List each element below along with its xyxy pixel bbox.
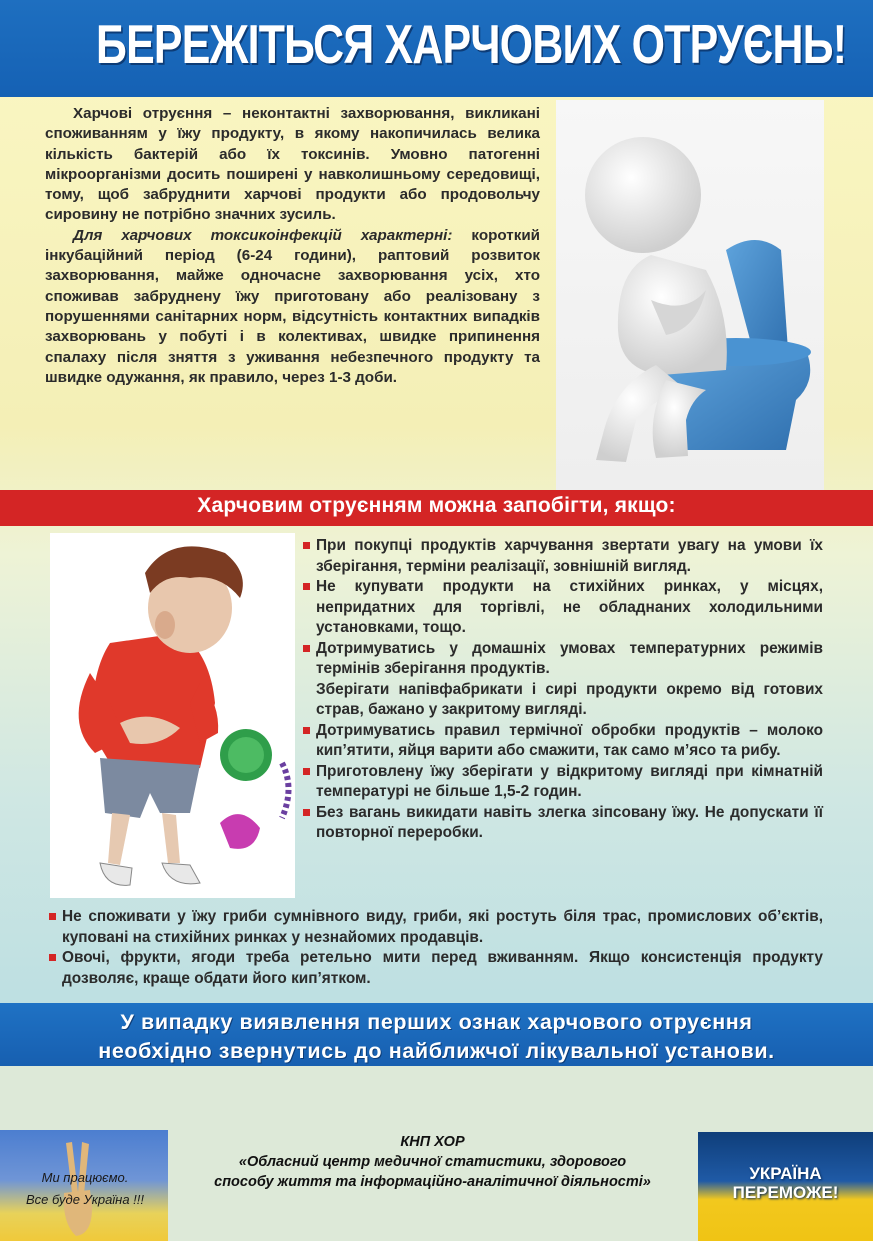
page-title: БЕРЕЖІТЬСЯ ХАРЧОВИХ ОТРУЄНЬ!: [96, 13, 847, 75]
slogan-line-2: Все буде Україна !!!: [25, 1192, 145, 1207]
prevention-item: При покупці продуктів харчування звертати увагу на умови їх зберігання, терміни реалізації, зовнішній вигляд.: [300, 536, 823, 577]
organization-line-2: «Обласний центр медичної статистики, здорового: [238, 1154, 627, 1170]
toilet-figure-illustration: [556, 100, 824, 490]
prevention-title: Харчовим отруєнням можна запобігти, якщо:: [197, 494, 676, 517]
intro-paragraph-2: [45, 226, 540, 388]
prevention-item: Овочі, фрукти, ягоди треба ретельно мити перед вживанням. Якщо консистенція продукту дозволяє, краще обдати його кип’ятком.: [46, 948, 823, 989]
intro-paragraph-1: Харчові отруєння – неконтактні захворювання, викликані споживанням у їжу продукту, в якому накопичилась велика кількість бактерій або їх токсинів. Умовно патогенні мікроорганізми досить поширені у навколишньому середовищі, тому, щоб забруднити харчові продукти або продовольчу сировину не потрібно значних зусиль.: [45, 105, 540, 224]
intro-paragraph-2-lead: Для харчових токсикоінфекцій характерні:: [73, 226, 453, 244]
slogan-line-1: Ми працюємо.: [41, 1170, 129, 1185]
slogan-image: [0, 1130, 168, 1241]
prevention-item-extra: Зберігати напівфабрикати і сирі продукти окремо від готових страв, бажано у закритому вигляді.: [316, 680, 823, 718]
prevention-item: Без вагань викидати навіть злегка зіпсовану їжу. Не допускати її повторної переробки.: [300, 803, 823, 844]
organization-info: [170, 1132, 695, 1192]
ukraine-badge: [698, 1132, 873, 1241]
prevention-list-bottom: [46, 907, 823, 989]
badge-line-2: ПЕРЕМОЖЕ!: [732, 1183, 839, 1202]
warning-line-1: У випадку виявлення перших ознак харчового отруєння: [120, 1010, 753, 1034]
warning-line-2: необхідно звернутись до найближчої лікувальної установи.: [98, 1039, 775, 1063]
prevention-item: Приготовлену їжу зберігати у відкритому вигляді при кімнатній температурі не більше 1,5-2 годин.: [300, 762, 823, 803]
intro-text: [45, 104, 540, 388]
intro-paragraph-2-body: короткий інкубаційний період (6-24 години), раптовий розвиток захворювання, майже одночасне захворювання усіх, хто споживав забруднену їжу приготовану або реалізовану з порушеннями санітарних норм, відсутність контактних випадків захворювань у побуті і в колективах, швидке припинення спалаху після зняття з уживання небезпечного продукту та швидке одужання, як правило, через 1-3 доби.: [45, 226, 540, 386]
organization-name: КНП ХОР: [400, 1134, 465, 1150]
germ-icon: [220, 729, 272, 781]
sick-man-illustration: [50, 533, 295, 898]
prevention-item: Не купувати продукти на стихійних ринках, у місцях, непридатних для торгівлі, не обладнаних холодильними установками, тощо.: [300, 577, 823, 639]
ukraine-badge-text: [698, 1164, 873, 1202]
badge-line-1: УКРАЇНА: [749, 1164, 822, 1183]
prevention-item-text: Дотримуватись у домашніх умовах температурних режимів термінів зберігання продуктів.: [316, 639, 823, 677]
prevention-item: Дотримуватись правил термічної обробки продуктів – молоко кип’ятити, яйця варити або смажити, так само м’ясо та рибу.: [300, 721, 823, 762]
organization-line-3: способу життя та інформаційно-аналітичної діяльності»: [214, 1174, 651, 1190]
prevention-list-right: [300, 536, 823, 844]
prevention-item: [300, 639, 823, 721]
victory-hand-icon: [58, 1138, 96, 1238]
prevention-item: Не споживати у їжу гриби сумнівного виду, гриби, які ростуть біля трас, промислових об’єктів, куповані на стихійних ринках у незнайомих продавців.: [46, 907, 823, 948]
warning-text: [0, 1008, 873, 1066]
